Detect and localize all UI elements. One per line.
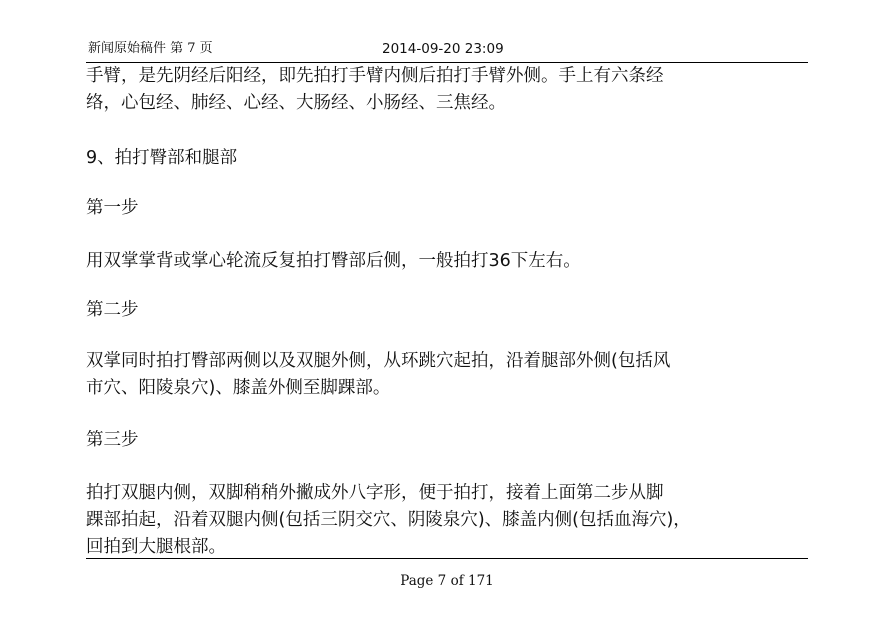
text-line: 回拍到大腿根部。 <box>86 537 226 557</box>
paragraph-step-1 <box>86 248 808 275</box>
text-line: 拍打双腿内侧，双脚稍稍外撇成外八字形，便于拍打，接着上面第二步从脚 <box>86 483 664 503</box>
footer-divider <box>86 558 808 559</box>
page-header <box>86 38 808 63</box>
page-number: Page 7 of 171 <box>400 573 494 589</box>
text-line: 双掌同时拍打臀部两侧以及双腿外侧，从环跳穴起拍，沿着腿部外侧(包括风 <box>86 351 671 371</box>
step-heading-3 <box>86 427 808 454</box>
text-line: 手臂，是先阴经后阳经，即先拍打手臂内侧后拍打手臂外侧。手上有六条经 <box>86 66 664 86</box>
text-line: 踝部拍起，沿着双腿内侧(包括三阴交穴、阴陵泉穴)、膝盖内侧(包括血海穴)， <box>86 510 691 530</box>
section-heading-buttocks-legs <box>86 145 808 172</box>
paragraph-arm-meridians <box>86 63 808 117</box>
header-source-page: 新闻原始稿件 第 7 页 <box>88 41 213 56</box>
header-timestamp: 2014-09-20 23:09 <box>382 41 504 57</box>
text-line: 络，心包经、肺经、心经、大肠经、小肠经、三焦经。 <box>86 93 506 113</box>
text-line: 市穴、阳陵泉穴)、膝盖外侧至脚踝部。 <box>86 378 391 398</box>
paragraph-step-2 <box>86 348 808 402</box>
text-line: 第一步 <box>86 198 139 218</box>
text-line: 第二步 <box>86 300 139 320</box>
text-line: 用双掌掌背或掌心轮流反复拍打臀部后侧，一般拍打36下左右。 <box>86 251 581 271</box>
text-line: 第三步 <box>86 430 139 450</box>
paragraph-step-3 <box>86 480 808 561</box>
text-line: 9、拍打臀部和腿部 <box>86 148 238 168</box>
document-body <box>86 63 808 558</box>
step-heading-1 <box>86 195 808 222</box>
step-heading-2 <box>86 297 808 324</box>
